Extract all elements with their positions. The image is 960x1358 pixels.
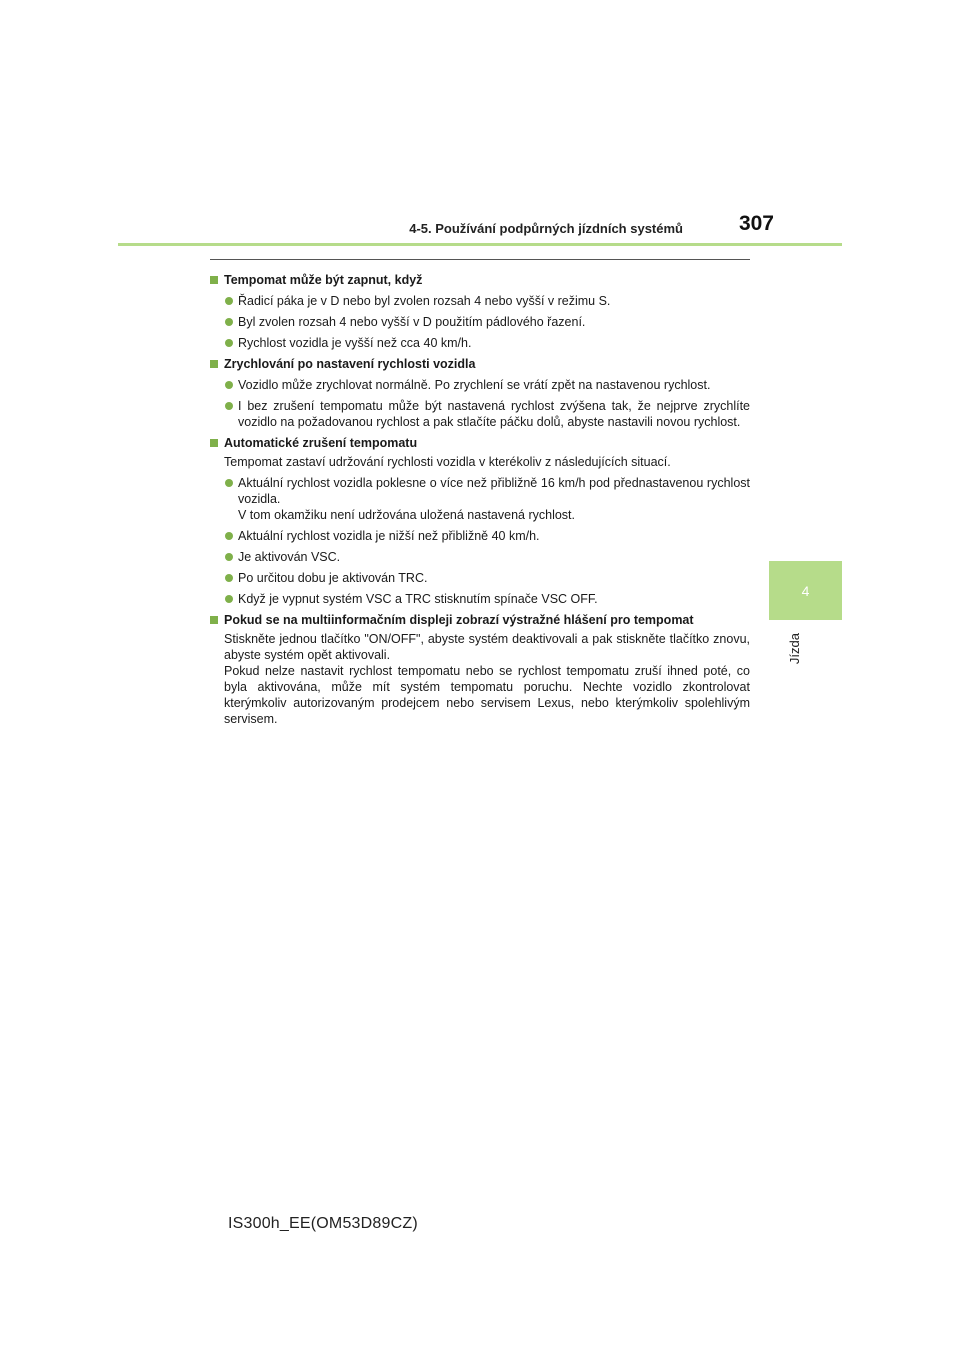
footer-model-code: IS300h_EE(OM53D89CZ) xyxy=(228,1215,418,1232)
chapter-tab xyxy=(769,561,842,620)
page-number: 307 xyxy=(738,212,774,235)
content-rule xyxy=(210,259,750,260)
list-item: Když je vypnut systém VSC a TRC stisknutím spínače VSC OFF. xyxy=(210,591,750,607)
section-heading: Automatické zrušení tempomatu xyxy=(210,435,750,451)
chapter-title xyxy=(784,633,804,693)
content xyxy=(210,267,750,727)
chapter-title-text: Jízda xyxy=(786,633,802,665)
section-heading: Pokud se na multiinformačním displeji zobrazí výstražné hlášení pro tempomat xyxy=(210,612,750,628)
section-heading: Tempomat může být zapnut, když xyxy=(210,272,750,288)
list-item: Vozidlo může zrychlovat normálně. Po zrychlení se vrátí zpět na nastavenou rychlost. xyxy=(210,377,750,393)
list-item-line: V tom okamžiku není udržována uložená nastavená rychlost. xyxy=(238,508,575,522)
list-item: Byl zvolen rozsah 4 nebo vyšší v D použitím pádlového řazení. xyxy=(210,314,750,330)
header-rule xyxy=(118,243,842,246)
paragraph: Pokud nelze nastavit rychlost tempomatu nebo se rychlost tempomatu zruší ihned poté, co byla aktivována, může mít systém tempomatu poruchu. Nechte vozidlo zkontrolovat kterýmkoliv autorizovaným prodejcem nebo servisem Lexus, nebo kterýmkoliv spolehlivým servisem. xyxy=(224,664,750,726)
list-item xyxy=(210,475,750,523)
section-heading: Zrychlování po nastavení rychlosti vozidla xyxy=(210,356,750,372)
list-item-line: Aktuální rychlost vozidla poklesne o více než přibližně 16 km/h pod přednastavenou rychlost vozidla. xyxy=(238,476,750,506)
list-item: Je aktivován VSC. xyxy=(210,549,750,565)
list-item: Po určitou dobu je aktivován TRC. xyxy=(210,570,750,586)
list-item: Řadicí páka je v D nebo byl zvolen rozsah 4 nebo vyšší v režimu S. xyxy=(210,293,750,309)
list-item: Rychlost vozidla je vyšší než cca 40 km/h. xyxy=(210,335,750,351)
section-intro: Tempomat zastaví udržování rychlosti vozidla v kterékoliv z následujících situací. xyxy=(224,455,671,469)
paragraph: Stiskněte jednou tlačítko "ON/OFF", abyste systém deaktivovali a pak stiskněte tlačítko znovu, abyste systém opět aktivovali. xyxy=(224,632,750,662)
section-header-title: 4-5. Používání podpůrných jízdních systémů xyxy=(409,221,683,236)
chapter-number: 4 xyxy=(801,582,810,599)
list-item: Aktuální rychlost vozidla je nižší než přibližně 40 km/h. xyxy=(210,528,750,544)
list-item: I bez zrušení tempomatu může být nastavená rychlost zvýšena tak, že nejprve zrychlíte vozidlo na požadovanou rychlost a pak stlačíte páčku dolů, abyste nastavili novou rychlost. xyxy=(210,398,750,430)
